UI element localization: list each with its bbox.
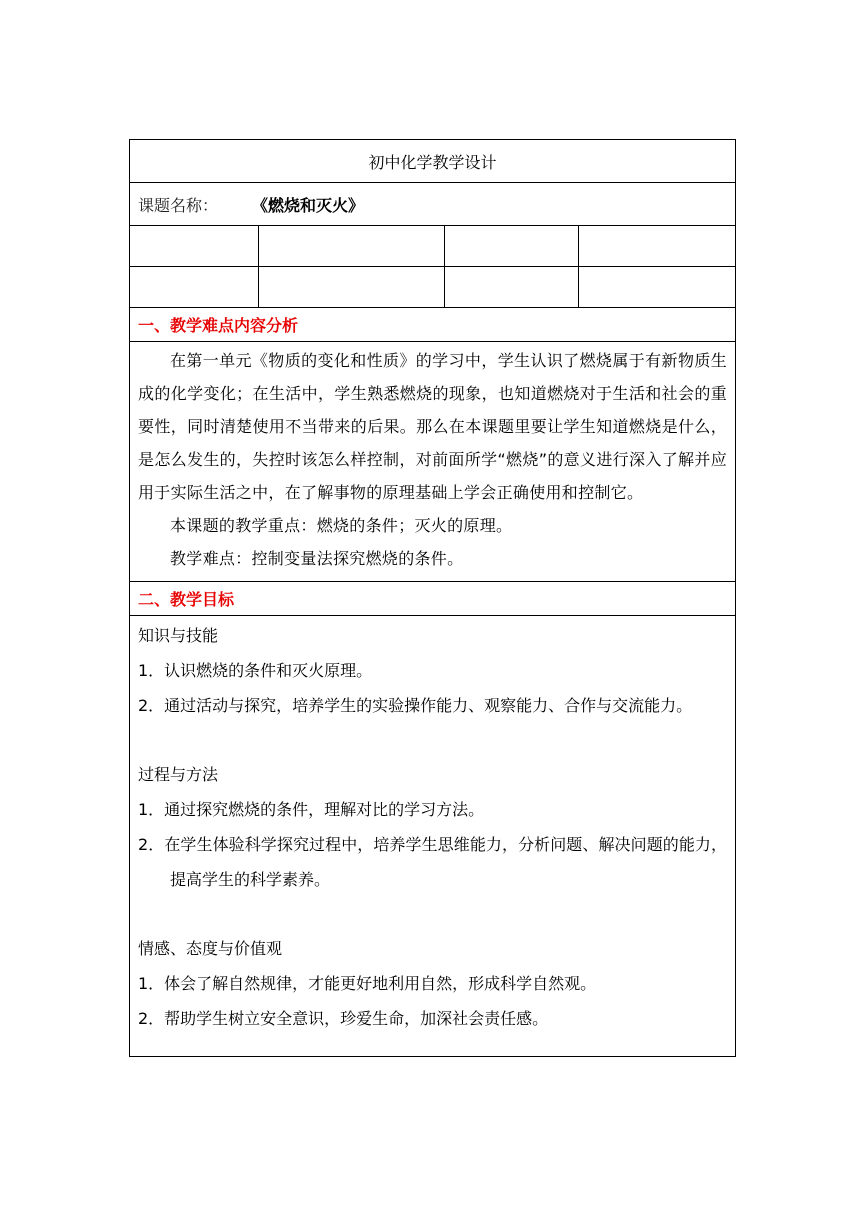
objective-group-title: 知识与技能 <box>138 626 219 645</box>
topic-label: 课题名称： <box>138 195 219 215</box>
blank-cell <box>579 267 736 308</box>
section-heading-objectives: 二、教学目标 <box>130 582 736 616</box>
analysis-paragraph: 在第一单元《物质的变化和性质》的学习中，学生认识了燃烧属于有新物质生成的化学变化；在生活中，学生熟悉燃烧的现象，也知道燃烧对于生活和社会的重要性，同时清楚使用不当带来的后果。那么在本课题里要让学生知道燃烧是什么，是怎么发生的，失控时该怎么样控制，对前面所学“燃烧”的意义进行深入了解并应用于实际生活之中，在了解事物的原理基础上学会正确使用和控制它。 <box>138 351 728 502</box>
spacer <box>138 723 727 757</box>
blank-cell <box>445 226 579 267</box>
blank-cell <box>130 226 259 267</box>
analysis-content <box>130 342 736 582</box>
difficulty-paragraph: 教学难点：控制变量法探究燃烧的条件。 <box>170 549 464 568</box>
document-title: 初中化学教学设计 <box>130 140 736 183</box>
blank-row-2 <box>130 267 736 308</box>
key-point-paragraph: 本课题的教学重点：燃烧的条件；灭火的原理。 <box>170 516 513 535</box>
objectives-content <box>130 616 736 1057</box>
objective-item: 1．通过探究燃烧的条件，理解对比的学习方法。 <box>138 800 485 819</box>
objective-item: 2．在学生体验科学探究过程中，培养学生思维能力，分析问题、解决问题的能力，提高学生的科学素养。 <box>138 835 728 889</box>
objective-item: 1．认识燃烧的条件和灭火原理。 <box>138 661 373 680</box>
objective-item: 2．通过活动与探究，培养学生的实验操作能力、观察能力、合作与交流能力。 <box>138 696 693 715</box>
objective-item: 2．帮助学生树立安全意识，珍爱生命，加深社会责任感。 <box>138 1009 549 1028</box>
blank-cell <box>130 267 259 308</box>
objective-item: 1．体会了解自然规律，才能更好地利用自然，形成科学自然观。 <box>138 974 597 993</box>
lesson-plan-table <box>129 139 736 1057</box>
topic-row <box>130 183 736 226</box>
objective-group-title: 过程与方法 <box>138 765 219 784</box>
blank-cell <box>579 226 736 267</box>
blank-cell <box>445 267 579 308</box>
blank-cell <box>259 226 445 267</box>
topic-value: 《燃烧和灭火》 <box>260 195 365 215</box>
spacer <box>138 897 727 931</box>
blank-cell <box>259 267 445 308</box>
objective-group-title: 情感、态度与价值观 <box>138 939 283 958</box>
blank-row-1 <box>130 226 736 267</box>
section-heading-analysis: 一、教学难点内容分析 <box>130 308 736 342</box>
